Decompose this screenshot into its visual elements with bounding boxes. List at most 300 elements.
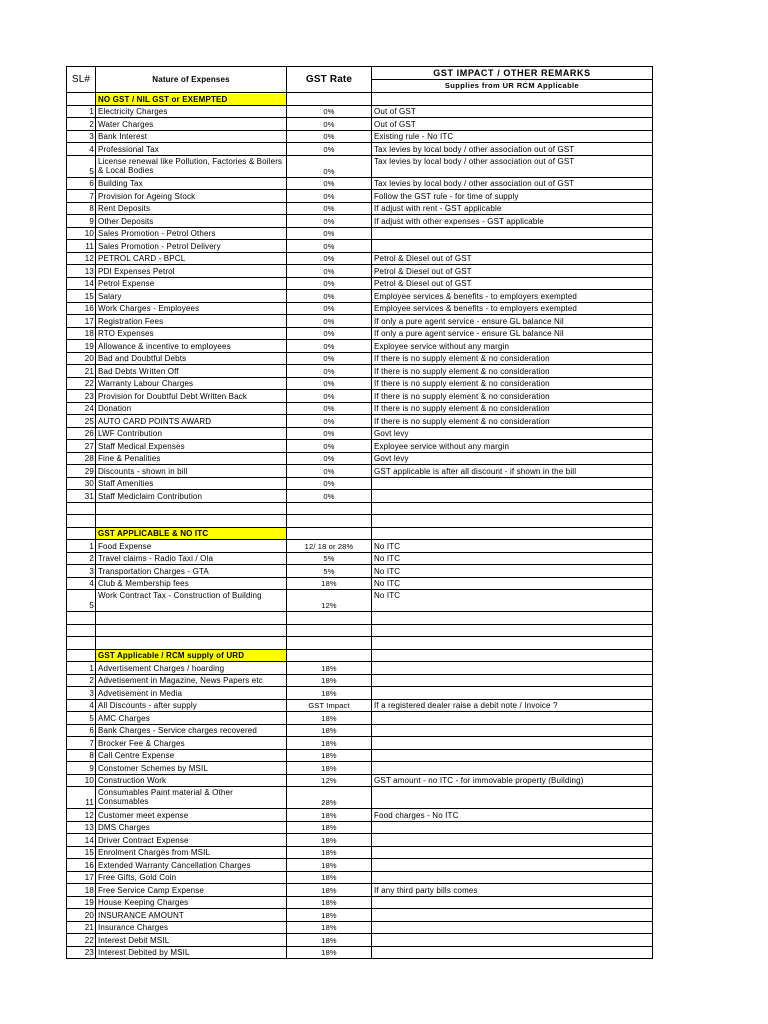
table-row — [67, 202, 653, 215]
expense-nature: Bank Interest — [96, 130, 287, 143]
gst-remark: If only a pure agent service - ensure GL balance Nil — [372, 315, 653, 328]
gst-rate: 0% — [287, 452, 372, 465]
table-row — [67, 540, 653, 553]
expense-nature: Salary — [96, 290, 287, 303]
gst-rate: 0% — [287, 315, 372, 328]
blank-cell — [96, 637, 287, 650]
table-row — [67, 290, 653, 303]
table-row — [67, 565, 653, 578]
blank-cell — [287, 502, 372, 515]
section-title-label: NO GST / NIL GST or EXEMPTED — [96, 94, 287, 105]
sl-number: 13 — [67, 821, 96, 834]
expense-nature: Warranty Labour Charges — [96, 377, 287, 390]
sl-number: 5 — [67, 590, 96, 612]
expense-nature: Work Charges - Employees — [96, 302, 287, 315]
gst-rate: 18% — [287, 896, 372, 909]
sl-number: 25 — [67, 415, 96, 428]
table-row — [67, 552, 653, 565]
section-header-row — [67, 527, 653, 540]
gst-remark: Out of GST — [372, 105, 653, 118]
header-remarks-subtitle: Supplies from UR RCM Applicable — [444, 81, 580, 90]
gst-rate: 18% — [287, 687, 372, 700]
gst-rate: 0% — [287, 143, 372, 156]
gst-remark: If there is no supply element & no consideration — [372, 390, 653, 403]
expense-nature: Building Tax — [96, 177, 287, 190]
gst-remark: Follow the GST rule - for time of supply — [372, 190, 653, 203]
blank-cell — [372, 515, 653, 528]
blank-cell — [372, 637, 653, 650]
gst-rate: 18% — [287, 662, 372, 675]
table-row — [67, 177, 653, 190]
expense-nature: Petrol Expense — [96, 277, 287, 290]
gst-rate: 0% — [287, 227, 372, 240]
expense-nature: Other Deposits — [96, 215, 287, 228]
gst-remark: Tax levies by local body / other association out of GST — [372, 143, 653, 156]
gst-rate: 12% — [287, 590, 372, 612]
gst-remark: If adjust with other expenses - GST applicable — [372, 215, 653, 228]
blank-cell — [372, 624, 653, 637]
expense-nature: DMS Charges — [96, 821, 287, 834]
blank-row — [67, 502, 653, 515]
expense-nature: Club & Membership fees — [96, 577, 287, 590]
gst-remark: Tax levies by local body / other association out of GST — [372, 155, 653, 177]
header-remarks-title: GST IMPACT / OTHER REMARKS — [372, 67, 652, 80]
gst-rate: 5% — [287, 552, 372, 565]
gst-remark — [372, 712, 653, 725]
gst-remark: No ITC — [372, 565, 653, 578]
gst-remark: No ITC — [372, 590, 653, 612]
expense-nature: Interest Debit MSIL — [96, 934, 287, 947]
sl-number: 10 — [67, 227, 96, 240]
gst-remark: If any third party bills comes — [372, 884, 653, 897]
sl-number: 13 — [67, 265, 96, 278]
gst-rate: 28% — [287, 787, 372, 809]
sl-number: 30 — [67, 477, 96, 490]
section-header-empty-cell — [372, 649, 653, 662]
expense-nature: Allowance & incentive to employees — [96, 340, 287, 353]
gst-remark: Govt levy — [372, 452, 653, 465]
sl-number: 1 — [67, 662, 96, 675]
gst-rate: 18% — [287, 909, 372, 922]
gst-remark: No ITC — [372, 552, 653, 565]
gst-rate: 18% — [287, 946, 372, 959]
gst-remark: Food charges - No ITC — [372, 809, 653, 822]
expense-nature: Call Centre Expense — [96, 749, 287, 762]
gst-rate: 0% — [287, 290, 372, 303]
section-header-empty-cell — [287, 649, 372, 662]
gst-rate: 0% — [287, 105, 372, 118]
gst-rate: 18% — [287, 762, 372, 775]
table-row — [67, 155, 653, 177]
gst-rate: 0% — [287, 130, 372, 143]
sl-number: 1 — [67, 105, 96, 118]
gst-remark: Exployee service without any margin — [372, 440, 653, 453]
blank-row — [67, 637, 653, 650]
gst-rate: 0% — [287, 390, 372, 403]
blank-cell — [67, 624, 96, 637]
expense-nature: Water Charges — [96, 118, 287, 131]
sl-number: 7 — [67, 737, 96, 750]
expense-nature: AUTO CARD POINTS AWARD — [96, 415, 287, 428]
expense-nature: Construction Work — [96, 774, 287, 787]
gst-remark — [372, 896, 653, 909]
sl-number: 20 — [67, 352, 96, 365]
gst-rate: 0% — [287, 202, 372, 215]
blank-cell — [67, 502, 96, 515]
expense-nature: Registration Fees — [96, 315, 287, 328]
sl-number: 17 — [67, 871, 96, 884]
gst-rate: 0% — [287, 240, 372, 253]
table-row — [67, 884, 653, 897]
gst-rate: 0% — [287, 427, 372, 440]
gst-remark — [372, 737, 653, 750]
blank-cell — [96, 502, 287, 515]
table-row — [67, 427, 653, 440]
expense-nature: Bad Debts Written Off — [96, 365, 287, 378]
table-row — [67, 859, 653, 872]
table-row — [67, 402, 653, 415]
table-row — [67, 340, 653, 353]
gst-remark — [372, 834, 653, 847]
table-row — [67, 921, 653, 934]
sl-number: 4 — [67, 699, 96, 712]
expense-nature: Sales Promotion - Petrol Others — [96, 227, 287, 240]
expense-nature: Free Service Camp Expense — [96, 884, 287, 897]
table-row — [67, 821, 653, 834]
table-row — [67, 252, 653, 265]
table-row — [67, 577, 653, 590]
gst-rate: 0% — [287, 402, 372, 415]
section-header-empty-cell — [372, 527, 653, 540]
gst-remark: GST amount - no ITC - for immovable property (Building) — [372, 774, 653, 787]
sl-number: 11 — [67, 240, 96, 253]
table-row — [67, 846, 653, 859]
sl-number: 22 — [67, 934, 96, 947]
gst-remark: Tax levies by local body / other association out of GST — [372, 177, 653, 190]
section-header-empty-cell — [287, 93, 372, 106]
sl-number: 2 — [67, 118, 96, 131]
blank-cell — [372, 502, 653, 515]
sl-number: 21 — [67, 921, 96, 934]
expense-nature: Advetisement in Media — [96, 687, 287, 700]
expense-nature: Brocker Fee & Charges — [96, 737, 287, 750]
expense-nature: Customer meet expense — [96, 809, 287, 822]
blank-cell — [67, 637, 96, 650]
gst-remark — [372, 762, 653, 775]
section-header-row — [67, 649, 653, 662]
section-header-empty-cell — [67, 93, 96, 106]
expense-nature: Staff Mediclaim Contribution — [96, 490, 287, 503]
gst-rate: 18% — [287, 577, 372, 590]
section-header-row — [67, 93, 653, 106]
gst-rate: 0% — [287, 252, 372, 265]
gst-remark: No ITC — [372, 540, 653, 553]
header-nature: Nature of Expenses — [96, 67, 287, 93]
gst-remark: If there is no supply element & no consideration — [372, 365, 653, 378]
blank-row — [67, 515, 653, 528]
expense-nature: Advetisement in Magazine, News Papers etc — [96, 674, 287, 687]
sl-number: 17 — [67, 315, 96, 328]
expense-nature: Staff Amenities — [96, 477, 287, 490]
sl-number: 4 — [67, 577, 96, 590]
sl-number: 18 — [67, 884, 96, 897]
gst-remark: Employee services & benefits - to employers exempted — [372, 302, 653, 315]
blank-cell — [287, 612, 372, 625]
sl-number: 19 — [67, 340, 96, 353]
table-row — [67, 762, 653, 775]
section-title — [96, 93, 287, 106]
gst-remark — [372, 859, 653, 872]
gst-rate: 0% — [287, 177, 372, 190]
gst-rate: 0% — [287, 440, 372, 453]
gst-rate: 0% — [287, 490, 372, 503]
gst-remark — [372, 477, 653, 490]
table-row — [67, 687, 653, 700]
blank-cell — [67, 515, 96, 528]
gst-rate: 18% — [287, 884, 372, 897]
section-header-empty-cell — [372, 93, 653, 106]
expense-nature: Constomer Schemes by MSIL — [96, 762, 287, 775]
expense-nature: Provision for Ageing Stock — [96, 190, 287, 203]
blank-cell — [96, 515, 287, 528]
table-body — [67, 93, 653, 959]
gst-rate: 18% — [287, 921, 372, 934]
gst-remark — [372, 227, 653, 240]
gst-rate: 18% — [287, 859, 372, 872]
gst-remark — [372, 687, 653, 700]
table-row — [67, 302, 653, 315]
blank-cell — [96, 612, 287, 625]
sl-number: 2 — [67, 552, 96, 565]
blank-cell — [96, 624, 287, 637]
table-row — [67, 809, 653, 822]
header-sl: SL# — [67, 67, 96, 93]
gst-rate: 18% — [287, 737, 372, 750]
gst-rate: 0% — [287, 190, 372, 203]
table-row — [67, 143, 653, 156]
gst-remark: Employee services & benefits - to employers exempted — [372, 290, 653, 303]
sl-number: 18 — [67, 327, 96, 340]
gst-remark — [372, 921, 653, 934]
expense-nature: Sales Promotion - Petrol Delivery — [96, 240, 287, 253]
blank-cell — [67, 612, 96, 625]
gst-remark: Out of GST — [372, 118, 653, 131]
sl-number: 16 — [67, 859, 96, 872]
sl-number: 12 — [67, 809, 96, 822]
sl-number: 3 — [67, 687, 96, 700]
sl-number: 15 — [67, 846, 96, 859]
gst-remark: Petrol & Diesel out of GST — [372, 252, 653, 265]
gst-remark: Govt levy — [372, 427, 653, 440]
table-row — [67, 240, 653, 253]
expense-nature: Free Gifts, Gold Coin — [96, 871, 287, 884]
expense-nature: PDI Expenses Petrol — [96, 265, 287, 278]
section-header-empty-cell — [67, 649, 96, 662]
table-row — [67, 674, 653, 687]
expense-nature: LWF Contribution — [96, 427, 287, 440]
sl-number: 4 — [67, 143, 96, 156]
gst-remark: If only a pure agent service - ensure GL balance Nil — [372, 327, 653, 340]
table-row — [67, 946, 653, 959]
table-row — [67, 871, 653, 884]
gst-rate: 0% — [287, 377, 372, 390]
sl-number: 19 — [67, 896, 96, 909]
expense-nature: Provision for Doubtful Debt Written Back — [96, 390, 287, 403]
gst-rate: 18% — [287, 871, 372, 884]
gst-rate: 0% — [287, 302, 372, 315]
table-row — [67, 130, 653, 143]
sl-number: 6 — [67, 177, 96, 190]
expense-nature: Extended Warranty Cancellation Charges — [96, 859, 287, 872]
gst-remark: No ITC — [372, 577, 653, 590]
expense-nature: Donation — [96, 402, 287, 415]
expense-nature: House Keeping Charges — [96, 896, 287, 909]
gst-remark — [372, 724, 653, 737]
expense-nature: Bank Charges - Service charges recovered — [96, 724, 287, 737]
expense-nature: RTO Expenses — [96, 327, 287, 340]
table-row — [67, 105, 653, 118]
gst-remark: Petrol & Diesel out of GST — [372, 277, 653, 290]
gst-rate: 0% — [287, 277, 372, 290]
section-title-label: GST APPLICABLE & NO ITC — [96, 528, 287, 539]
header-remarks — [372, 67, 653, 93]
expense-nature: Fine & Penalities — [96, 452, 287, 465]
sl-number: 7 — [67, 190, 96, 203]
table-row — [67, 699, 653, 712]
table-row — [67, 277, 653, 290]
expense-nature: Work Contract Tax - Construction of Building — [96, 590, 287, 612]
table-row — [67, 774, 653, 787]
gst-remark — [372, 749, 653, 762]
table-row — [67, 934, 653, 947]
header-gst-rate: GST Rate — [287, 67, 372, 93]
expense-nature: Discounts - shown in bill — [96, 465, 287, 478]
gst-remark: Petrol & Diesel out of GST — [372, 265, 653, 278]
section-title — [96, 649, 287, 662]
expense-nature: Food Expense — [96, 540, 287, 553]
sl-number: 1 — [67, 540, 96, 553]
sl-number: 21 — [67, 365, 96, 378]
expense-nature: Advertisement Charges / hoarding — [96, 662, 287, 675]
sl-number: 29 — [67, 465, 96, 478]
table-row — [67, 215, 653, 228]
expense-nature: Consumables Paint material & Other Consumables — [96, 787, 287, 809]
table-row — [67, 452, 653, 465]
expense-nature: Electricity Charges — [96, 105, 287, 118]
sl-number: 3 — [67, 130, 96, 143]
gst-remark: Exployee service without any margin — [372, 340, 653, 353]
table-row — [67, 377, 653, 390]
expense-nature: All Discounts - after supply — [96, 699, 287, 712]
expense-nature: INSURANCE AMOUNT — [96, 909, 287, 922]
sl-number: 8 — [67, 749, 96, 762]
gst-rate: 0% — [287, 215, 372, 228]
expense-nature: Insurance Charges — [96, 921, 287, 934]
table-row — [67, 415, 653, 428]
table-row — [67, 327, 653, 340]
table-row — [67, 662, 653, 675]
gst-rate: 0% — [287, 352, 372, 365]
sl-number: 9 — [67, 215, 96, 228]
section-header-empty-cell — [287, 527, 372, 540]
gst-remark — [372, 821, 653, 834]
sl-number: 15 — [67, 290, 96, 303]
gst-remark — [372, 662, 653, 675]
table-row — [67, 365, 653, 378]
sl-number: 31 — [67, 490, 96, 503]
gst-rate: 12/ 18 or 28% — [287, 540, 372, 553]
expense-nature: Bad and Doubtful Debts — [96, 352, 287, 365]
table-row — [67, 315, 653, 328]
gst-rate: 5% — [287, 565, 372, 578]
table-row — [67, 724, 653, 737]
sl-number: 20 — [67, 909, 96, 922]
expense-nature: Travel claims - Radio Taxi / Ola — [96, 552, 287, 565]
gst-rate: 18% — [287, 712, 372, 725]
gst-rate: 18% — [287, 724, 372, 737]
gst-remark — [372, 787, 653, 809]
blank-row — [67, 624, 653, 637]
sl-number: 12 — [67, 252, 96, 265]
table-row — [67, 737, 653, 750]
expense-nature: Professional Tax — [96, 143, 287, 156]
gst-rate: 0% — [287, 340, 372, 353]
gst-remark — [372, 674, 653, 687]
sl-number: 16 — [67, 302, 96, 315]
gst-rate: 0% — [287, 477, 372, 490]
table-row — [67, 787, 653, 809]
sl-number: 14 — [67, 277, 96, 290]
gst-rate: 0% — [287, 265, 372, 278]
section-title-label: GST Applicable / RCM supply of URD — [96, 650, 287, 661]
gst-remark — [372, 490, 653, 503]
gst-remark: If a registered dealer raise a debit note / Invoice ? — [372, 699, 653, 712]
sl-number: 11 — [67, 787, 96, 809]
gst-remark: If there is no supply element & no consideration — [372, 402, 653, 415]
gst-rate: GST Impact — [287, 699, 372, 712]
sl-number: 26 — [67, 427, 96, 440]
header-row — [67, 67, 653, 93]
table-row — [67, 490, 653, 503]
gst-rate: 18% — [287, 749, 372, 762]
gst-rate: 0% — [287, 327, 372, 340]
table-row — [67, 265, 653, 278]
blank-cell — [287, 624, 372, 637]
gst-rate: 0% — [287, 465, 372, 478]
expense-nature: Rent Deposits — [96, 202, 287, 215]
expense-nature: Driver Contract Expense — [96, 834, 287, 847]
sl-number: 5 — [67, 155, 96, 177]
gst-remark: GST applicable is after all discount - if shown in the bill — [372, 465, 653, 478]
gst-remark — [372, 846, 653, 859]
gst-remark — [372, 871, 653, 884]
sl-number: 5 — [67, 712, 96, 725]
expense-nature: License renewal like Pollution, Factories & Boilers & Local Bodies — [96, 155, 287, 177]
gst-remark: If adjust with rent - GST applicable — [372, 202, 653, 215]
sl-number: 8 — [67, 202, 96, 215]
gst-rate: 0% — [287, 365, 372, 378]
table-row — [67, 749, 653, 762]
gst-remark — [372, 946, 653, 959]
table-row — [67, 834, 653, 847]
expense-nature: Staff Medical Expenses — [96, 440, 287, 453]
table-row — [67, 465, 653, 478]
expense-nature: PETROL CARD - BPCL — [96, 252, 287, 265]
gst-rate: 18% — [287, 934, 372, 947]
sl-number: 24 — [67, 402, 96, 415]
blank-cell — [287, 515, 372, 528]
gst-remark — [372, 240, 653, 253]
